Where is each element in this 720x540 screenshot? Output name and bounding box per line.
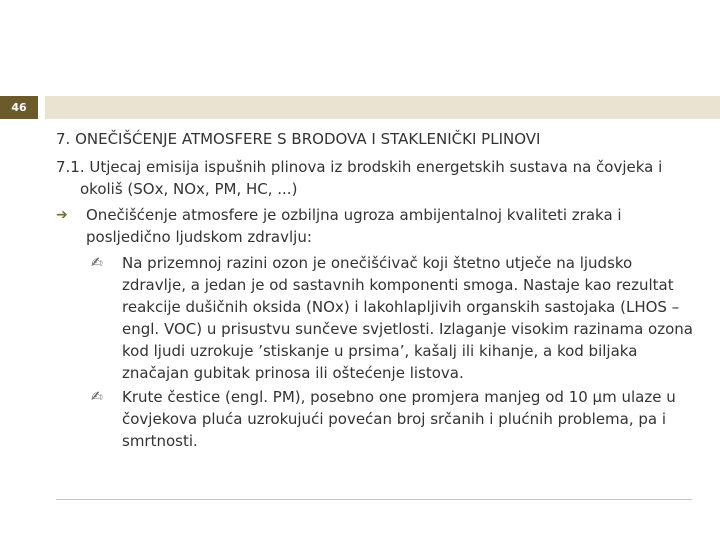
- bullet-item: [56, 204, 696, 248]
- bottom-divider: [56, 499, 692, 500]
- pencil-check-icon: ✍: [91, 255, 103, 271]
- sub-bullet-text: Na prizemnoj razini ozon je onečišćivač koji štetno utječe na ljudsko zdravlje, a jedan je od sastavnih komponenti smoga. Nastaje kao rezultat reakcije dušičnih oksida (NOx) i lakohlapljivih organskih sastojaka (LHOS – engl. VOC) u prisustvu sunčeve svjetlosti. Izlaganje visokim razinama ozona kod ljudi uzrokuje ’stiskanje u prsima’, kašalj ili kihanje, a kod biljaka značajan gubitak prinosa ili oštećenje listova.: [122, 254, 693, 382]
- sub-bullet-item: [56, 252, 696, 384]
- arrow-right-icon: ➔: [56, 207, 68, 223]
- page-number: 46: [11, 101, 27, 114]
- pencil-check-icon: ✍: [91, 389, 103, 405]
- bullet-text: Onečišćenje atmosfere je ozbiljna ugroza ambijentalnoj kvaliteti zraka i posljedično ljudskom zdravlju:: [86, 206, 622, 246]
- sub-bullet-item: [56, 386, 696, 452]
- sub-bullet-text: Krute čestice (engl. PM), posebno one promjera manjeg od 10 µm ulaze u čovjekova pluća uzrokujući povećan broj srčanih i plućnih problema, pa i smrtnosti.: [122, 388, 676, 450]
- header-bar: [45, 96, 720, 119]
- page-number-badge: [0, 96, 38, 119]
- slide-subheading: 7.1. Utjecaj emisija ispušnih plinova iz brodskih energetskih sustava na čovjeka i okoliš (SOx, NOx, PM, HC, ...): [56, 158, 663, 198]
- slide-content: [56, 128, 696, 454]
- slide-heading: 7. ONEČIŠĆENJE ATMOSFERE S BRODOVA I STAKLENIČKI PLINOVI: [56, 130, 541, 148]
